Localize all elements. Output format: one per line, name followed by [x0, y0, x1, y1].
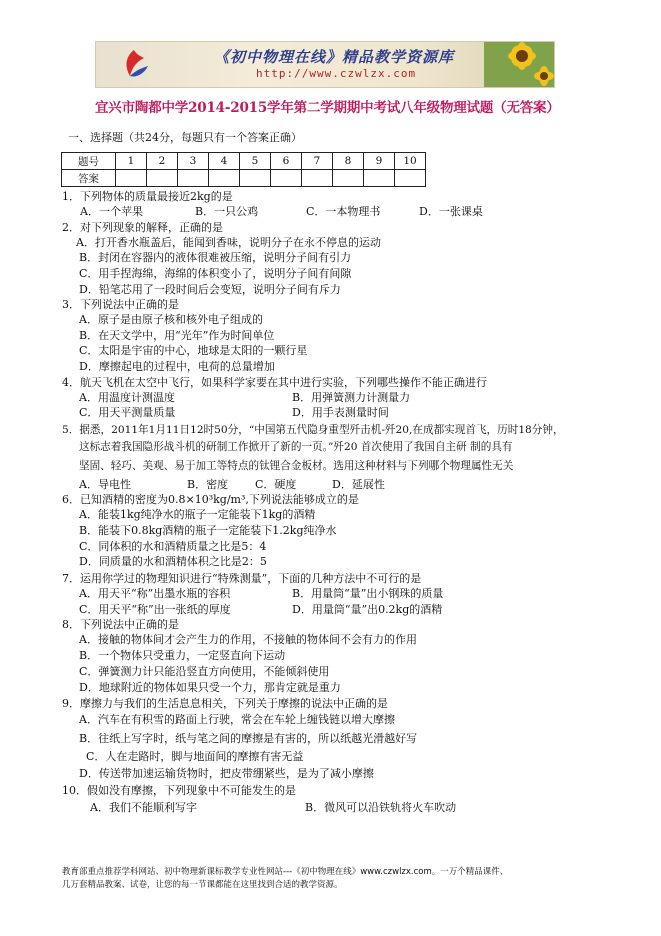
answer-cell[interactable]	[240, 170, 271, 187]
option: D．摩擦起电的过程中，电荷的总量增加	[79, 360, 275, 373]
option: D．铅笔芯用了一段时间后会变短，说明分子间有斥力	[79, 283, 341, 296]
table-row	[62, 170, 426, 187]
question-5-cont: 坚固、轻巧、美观、易于加工等特点的钛锂合金板材。选用这种材料与下列哪个物理属性无关	[79, 460, 514, 472]
table-row-label: 答案	[62, 170, 116, 187]
option: A．一个苹果	[80, 205, 143, 218]
answer-cell[interactable]	[178, 170, 209, 187]
option: A．打开香水瓶盖后，能闻到香味，说明分子在永不停息的运动	[76, 236, 381, 249]
option: D．地球附近的物体如果只受一个力，那肯定就是重力	[79, 681, 341, 694]
option: D．同质量的水和酒精体积之比是2：5	[79, 555, 267, 568]
option: B．往纸上写字时，纸与笔之间的摩擦是有害的，所以纸越光滑越好写	[79, 732, 418, 745]
answer-cell[interactable]	[395, 170, 426, 187]
footer-line: 教育部重点推荐学科网站、初中物理新课标教学专业性网站---《初中物理在线》www.czwlzx.com。一万个精品课件、	[62, 867, 509, 877]
option: B．能装下0.8kg酒精的瓶子一定能装下1.2kg纯净水	[79, 524, 337, 537]
option: B．微风可以沿铁轨将火车吹动	[305, 801, 457, 814]
option: B．密度	[187, 478, 229, 491]
answer-cell[interactable]	[302, 170, 333, 187]
banner-url[interactable]: http://www.czwlzx.com	[256, 67, 417, 80]
option: C．硬度	[255, 478, 297, 491]
table-row-label: 题号	[62, 153, 116, 170]
page-title: 宜兴市陶都中学2014-2015学年第二学期期中考试八年级物理试题（无答案）	[95, 100, 560, 116]
option: C．用天平“称”出一张纸的厚度	[79, 603, 231, 616]
option: A．能装1kg纯净水的瓶子一定能装下1kg的酒精	[79, 508, 316, 521]
table-cell: 10	[395, 153, 426, 170]
table-cell: 1	[116, 153, 147, 170]
option: D．用手表测量时间	[292, 406, 389, 419]
table-cell: 6	[271, 153, 302, 170]
option: C．用天平测量质量	[79, 406, 176, 419]
table-cell: 2	[147, 153, 178, 170]
option: C．人在走路时，脚与地面间的摩擦有害无益	[86, 750, 304, 763]
option: A．我们不能顺利写字	[90, 801, 197, 814]
footer-line: 几万套精品教案、试卷，让您的每一节课都能在这里找到合适的教学资源。	[62, 880, 343, 890]
question-5: 5．据悉，2011年1月11日12时50分，“中国第五代隐身重型歼击机-歼20,在成都实现首飞，历时18分钟，	[62, 424, 564, 436]
banner-title: 《初中物理在线》精品教学资源库	[214, 48, 455, 66]
table-cell: 7	[302, 153, 333, 170]
table-row	[62, 153, 426, 170]
answer-cell[interactable]	[116, 170, 147, 187]
option: D．一张课桌	[419, 205, 483, 218]
question-4: 4．航天飞机在太空中飞行，如果科学家要在其中进行实验，下列哪些操作不能正确进行	[62, 376, 487, 389]
question-2: 2．对下列现象的解释，正确的是	[62, 221, 223, 234]
question-6: 6．已知酒精的密度为0.8×10³kg/m³,下列说法能够成立的是	[62, 493, 359, 506]
option: B．用弹簧测力计测量力	[292, 391, 411, 404]
table-cell: 4	[209, 153, 240, 170]
question-1: 1．下列物体的质量最接近2kg的是	[62, 190, 233, 203]
table-cell: 3	[178, 153, 209, 170]
option: A．用温度计测温度	[79, 391, 175, 404]
section-heading: 一、选择题（共24分，每题只有一个答案正确）	[68, 131, 302, 144]
option: B．一只公鸡	[195, 205, 259, 218]
logo-icon	[116, 46, 152, 82]
option: C．太阳是宇宙的中心，地球是太阳的一颗行星	[79, 344, 308, 357]
option: A．导电性	[79, 478, 131, 491]
sunflower-icon	[484, 42, 554, 87]
banner	[95, 41, 555, 88]
answer-cell[interactable]	[209, 170, 240, 187]
table-cell: 5	[240, 153, 271, 170]
question-7: 7．运用你学过的物理知识进行“特殊测量”，下面的几种方法中不可行的是	[62, 572, 422, 585]
answer-cell[interactable]	[333, 170, 364, 187]
table-cell: 8	[333, 153, 364, 170]
option: C．一本物理书	[306, 205, 381, 218]
question-10: 10．假如没有摩擦，下列现象中不可能发生的是	[62, 784, 296, 797]
option: A．原子是由原子核和核外电子组成的	[79, 313, 263, 326]
option: B．封闭在容器内的液体很难被压缩，说明分子间有引力	[79, 251, 352, 264]
footer	[62, 866, 622, 892]
option: A．汽车在有积雪的路面上行驶，常会在车轮上缠钱链以增大摩擦	[79, 713, 395, 726]
question-3: 3．下列说法中正确的是	[62, 298, 179, 311]
option: D．用量筒“量”出0.2kg的酒精	[292, 603, 443, 616]
option: A．用天平“称”出墨水瓶的容积	[79, 587, 231, 600]
table-cell: 9	[364, 153, 395, 170]
option: C．用手捏海绵，海绵的体积变小了，说明分子间有间隙	[79, 267, 352, 280]
option: D．延展性	[332, 478, 385, 491]
question-5-cont: 这标志着我国隐形战斗机的研制工作掀开了新的一页。”歼20 首次使用了我国自主研 制的具有	[79, 441, 513, 453]
option: C．同体积的水和酒精质量之比是5：4	[79, 540, 267, 553]
question-9: 9．摩擦力与我们的生活息息相关，下列关于摩擦的说法中正确的是	[62, 697, 388, 710]
option: B．用量筒“量”出小钢珠的质量	[292, 587, 444, 600]
answer-cell[interactable]	[364, 170, 395, 187]
question-8: 8．下列说法中正确的是	[62, 618, 179, 631]
answer-cell[interactable]	[147, 170, 178, 187]
option: A．接触的物体间才会产生力的作用，不接触的物体间不会有力的作用	[79, 633, 417, 646]
answer-table	[61, 152, 426, 187]
option: D．传送带加速运输货物时，把皮带绷紧些，是为了减小摩擦	[79, 767, 374, 780]
option: C．弹簧测力计只能沿竖直方向使用，不能倾斜使用	[79, 665, 330, 678]
answer-cell[interactable]	[271, 170, 302, 187]
option: B．在天文学中，用“光年”作为时间单位	[79, 329, 275, 342]
option: B．一个物体只受重力，一定竖直向下运动	[79, 649, 286, 662]
